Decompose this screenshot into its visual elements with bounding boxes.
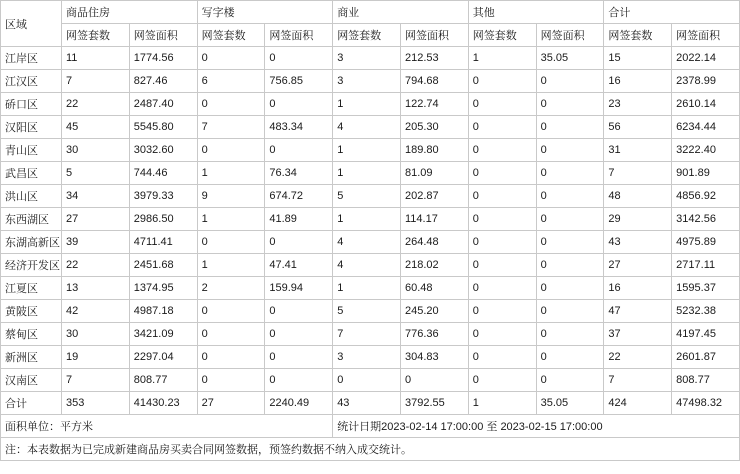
cell-value: 23 (604, 93, 672, 116)
cell-value: 13 (62, 277, 130, 300)
table-row (1, 47, 740, 70)
cell-value: 0 (265, 231, 333, 254)
cell-value: 0 (265, 139, 333, 162)
cell-value: 7 (62, 70, 130, 93)
cell-value: 1 (333, 208, 401, 231)
cell-value: 1 (468, 47, 536, 70)
cell-value: 3421.09 (129, 323, 197, 346)
cell-region: 洪山区 (1, 185, 62, 208)
cell-region: 江岸区 (1, 47, 62, 70)
table-row (1, 93, 740, 116)
header-group-other: 其他 (468, 1, 604, 24)
cell-region: 江汉区 (1, 70, 62, 93)
cell-region: 汉南区 (1, 369, 62, 392)
header-group-total: 合计 (604, 1, 740, 24)
cell-region: 蔡甸区 (1, 323, 62, 346)
cell-value: 0 (536, 346, 604, 369)
cell-value: 0 (197, 47, 265, 70)
cell-value: 756.85 (265, 70, 333, 93)
cell-value: 6 (197, 70, 265, 93)
cell-value: 4 (333, 254, 401, 277)
cell-region: 新洲区 (1, 346, 62, 369)
table-row (1, 139, 740, 162)
cell-value: 218.02 (400, 254, 468, 277)
cell-value: 4 (333, 231, 401, 254)
cell-value: 674.72 (265, 185, 333, 208)
cell-value: 27 (604, 254, 672, 277)
cell-region: 东西湖区 (1, 208, 62, 231)
cell-value: 3 (333, 346, 401, 369)
cell-value: 1774.56 (129, 47, 197, 70)
header-total-area: 网签面积 (672, 24, 740, 47)
cell-region: 汉阳区 (1, 116, 62, 139)
table-row (1, 162, 740, 185)
cell-value: 37 (604, 323, 672, 346)
cell-total-value: 424 (604, 392, 672, 415)
cell-value: 1 (333, 277, 401, 300)
cell-value: 7 (197, 116, 265, 139)
cell-value: 0 (197, 139, 265, 162)
cell-value: 2610.14 (672, 93, 740, 116)
cell-value: 2717.11 (672, 254, 740, 277)
cell-value: 202.87 (400, 185, 468, 208)
cell-value: 0 (197, 231, 265, 254)
cell-value: 0 (536, 116, 604, 139)
table-head (1, 1, 740, 47)
table-row (1, 231, 740, 254)
cell-value: 827.46 (129, 70, 197, 93)
cell-value: 3 (333, 70, 401, 93)
cell-value: 4987.18 (129, 300, 197, 323)
cell-value: 0 (468, 254, 536, 277)
cell-value: 0 (536, 300, 604, 323)
cell-value: 0 (536, 208, 604, 231)
cell-value: 4856.92 (672, 185, 740, 208)
cell-value: 31 (604, 139, 672, 162)
cell-value: 2451.68 (129, 254, 197, 277)
cell-value: 42 (62, 300, 130, 323)
cell-value: 0 (265, 93, 333, 116)
cell-value: 19 (62, 346, 130, 369)
cell-region: 江夏区 (1, 277, 62, 300)
header-commercial-area: 网签面积 (400, 24, 468, 47)
header-group-commercial: 商业 (333, 1, 469, 24)
cell-value: 0 (536, 162, 604, 185)
cell-value: 808.77 (129, 369, 197, 392)
cell-value: 808.77 (672, 369, 740, 392)
cell-total-value: 353 (62, 392, 130, 415)
cell-value: 0 (333, 369, 401, 392)
cell-value: 264.48 (400, 231, 468, 254)
table-sub-header-row (1, 24, 740, 47)
cell-value: 22 (62, 254, 130, 277)
cell-value: 34 (62, 185, 130, 208)
cell-value: 0 (265, 300, 333, 323)
cell-value: 81.09 (400, 162, 468, 185)
table-row (1, 254, 740, 277)
cell-value: 4711.41 (129, 231, 197, 254)
header-office-area: 网签面积 (265, 24, 333, 47)
cell-value: 794.68 (400, 70, 468, 93)
cell-value: 0 (197, 369, 265, 392)
header-total-count: 网签套数 (604, 24, 672, 47)
cell-value: 0 (468, 93, 536, 116)
cell-value: 7 (604, 369, 672, 392)
cell-value: 1 (197, 254, 265, 277)
cell-value: 205.30 (400, 116, 468, 139)
cell-value: 4 (333, 116, 401, 139)
cell-value: 304.83 (400, 346, 468, 369)
cell-value: 744.46 (129, 162, 197, 185)
cell-region: 黄陂区 (1, 300, 62, 323)
cell-region: 武昌区 (1, 162, 62, 185)
cell-value: 16 (604, 70, 672, 93)
header-commercial-count: 网签套数 (333, 24, 401, 47)
table-footer-row (1, 415, 740, 438)
cell-value: 4975.89 (672, 231, 740, 254)
cell-value: 2601.87 (672, 346, 740, 369)
cell-value: 0 (265, 346, 333, 369)
cell-value: 0 (536, 70, 604, 93)
table-total-row (1, 392, 740, 415)
cell-value: 0 (468, 369, 536, 392)
cell-value: 1595.37 (672, 277, 740, 300)
cell-value: 35.05 (536, 47, 604, 70)
cell-region: 青山区 (1, 139, 62, 162)
cell-value: 901.89 (672, 162, 740, 185)
cell-value: 122.74 (400, 93, 468, 116)
cell-value: 1 (197, 208, 265, 231)
header-region: 区域 (1, 1, 62, 47)
area-unit-label: 面积单位：平方米 (1, 415, 333, 438)
cell-value: 7 (62, 369, 130, 392)
cell-value: 3222.40 (672, 139, 740, 162)
cell-value: 7 (333, 323, 401, 346)
table-group-header-row (1, 1, 740, 24)
cell-value: 114.17 (400, 208, 468, 231)
cell-value: 0 (468, 185, 536, 208)
cell-region: 经济开发区 (1, 254, 62, 277)
cell-value: 0 (536, 323, 604, 346)
cell-value: 15 (604, 47, 672, 70)
table-row (1, 300, 740, 323)
cell-value: 1 (197, 162, 265, 185)
cell-value: 4197.45 (672, 323, 740, 346)
cell-value: 2022.14 (672, 47, 740, 70)
cell-value: 6234.44 (672, 116, 740, 139)
cell-value: 3142.56 (672, 208, 740, 231)
cell-value: 47.41 (265, 254, 333, 277)
cell-value: 2986.50 (129, 208, 197, 231)
cell-value: 212.53 (400, 47, 468, 70)
cell-value: 5545.80 (129, 116, 197, 139)
cell-value: 0 (468, 323, 536, 346)
cell-value: 0 (265, 369, 333, 392)
cell-value: 60.48 (400, 277, 468, 300)
cell-value: 0 (265, 47, 333, 70)
cell-value: 0 (468, 162, 536, 185)
cell-value: 0 (468, 346, 536, 369)
cell-value: 0 (468, 300, 536, 323)
cell-value: 22 (604, 346, 672, 369)
cell-value: 76.34 (265, 162, 333, 185)
cell-total-value: 1 (468, 392, 536, 415)
header-residential-count: 网签套数 (62, 24, 130, 47)
cell-value: 16 (604, 277, 672, 300)
cell-value: 3032.60 (129, 139, 197, 162)
cell-value: 2 (197, 277, 265, 300)
cell-value: 0 (536, 277, 604, 300)
table-row (1, 185, 740, 208)
cell-value: 5232.38 (672, 300, 740, 323)
cell-value: 0 (468, 70, 536, 93)
cell-value: 5 (333, 185, 401, 208)
cell-value: 1374.95 (129, 277, 197, 300)
cell-value: 1 (333, 162, 401, 185)
cell-value: 0 (536, 93, 604, 116)
cell-value: 45 (62, 116, 130, 139)
cell-value: 9 (197, 185, 265, 208)
table-row (1, 346, 740, 369)
cell-value: 56 (604, 116, 672, 139)
cell-value: 2378.99 (672, 70, 740, 93)
cell-value: 0 (197, 346, 265, 369)
cell-value: 0 (265, 323, 333, 346)
cell-value: 0 (536, 369, 604, 392)
table-row (1, 70, 740, 93)
header-other-area: 网签面积 (536, 24, 604, 47)
cell-value: 30 (62, 139, 130, 162)
cell-value: 0 (468, 231, 536, 254)
cell-value: 3 (333, 47, 401, 70)
cell-value: 43 (604, 231, 672, 254)
cell-total-value: 47498.32 (672, 392, 740, 415)
cell-region: 硚口区 (1, 93, 62, 116)
cell-total-value: 27 (197, 392, 265, 415)
cell-value: 159.94 (265, 277, 333, 300)
cell-value: 0 (536, 231, 604, 254)
cell-total-value: 3792.55 (400, 392, 468, 415)
table-row (1, 208, 740, 231)
cell-value: 22 (62, 93, 130, 116)
cell-value: 0 (536, 139, 604, 162)
cell-value: 0 (536, 254, 604, 277)
header-group-residential: 商品住房 (62, 1, 198, 24)
cell-value: 5 (333, 300, 401, 323)
table-row (1, 323, 740, 346)
table-row (1, 277, 740, 300)
cell-value: 245.20 (400, 300, 468, 323)
header-other-count: 网签套数 (468, 24, 536, 47)
cell-value: 47 (604, 300, 672, 323)
cell-total-value: 35.05 (536, 392, 604, 415)
cell-value: 29 (604, 208, 672, 231)
stat-date-label: 统计日期2023-02-14 17:00:00 至 2023-02-15 17:00:00 (333, 415, 740, 438)
table-note-row (1, 438, 740, 461)
cell-value: 1 (333, 139, 401, 162)
header-residential-area: 网签面积 (129, 24, 197, 47)
cell-region: 东湖高新区 (1, 231, 62, 254)
cell-value: 483.34 (265, 116, 333, 139)
cell-total-value: 43 (333, 392, 401, 415)
cell-value: 0 (197, 323, 265, 346)
cell-value: 11 (62, 47, 130, 70)
header-office-count: 网签套数 (197, 24, 265, 47)
cell-value: 776.36 (400, 323, 468, 346)
cell-value: 0 (197, 300, 265, 323)
cell-value: 27 (62, 208, 130, 231)
cell-region-total: 合计 (1, 392, 62, 415)
table-note: 注：本表数据为已完成新建商品房买卖合同网签数据，预签约数据不纳入成交统计。 (1, 438, 740, 461)
cell-value: 0 (468, 139, 536, 162)
cell-total-value: 41430.23 (129, 392, 197, 415)
cell-value: 5 (62, 162, 130, 185)
cell-value: 0 (197, 93, 265, 116)
header-group-office: 写字楼 (197, 1, 333, 24)
cell-value: 30 (62, 323, 130, 346)
cell-value: 1 (333, 93, 401, 116)
cell-value: 2297.04 (129, 346, 197, 369)
cell-value: 41.89 (265, 208, 333, 231)
cell-value: 189.80 (400, 139, 468, 162)
table-row (1, 369, 740, 392)
cell-value: 48 (604, 185, 672, 208)
table-body (1, 47, 740, 461)
cell-value: 0 (536, 185, 604, 208)
cell-value: 39 (62, 231, 130, 254)
cell-value: 7 (604, 162, 672, 185)
table-row (1, 116, 740, 139)
cell-value: 3979.33 (129, 185, 197, 208)
cell-value: 0 (468, 116, 536, 139)
cell-value: 0 (468, 277, 536, 300)
cell-value: 0 (468, 208, 536, 231)
cell-total-value: 2240.49 (265, 392, 333, 415)
cell-value: 2487.40 (129, 93, 197, 116)
cell-value: 0 (400, 369, 468, 392)
